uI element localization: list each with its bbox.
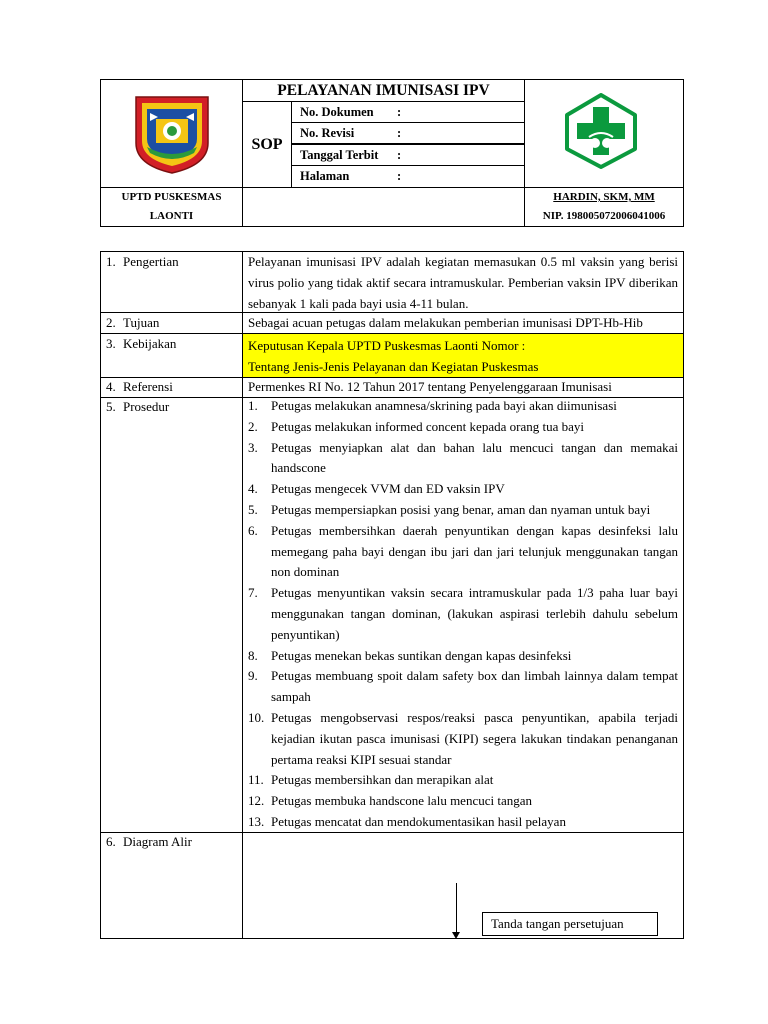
procedure-step: [248, 396, 678, 417]
blank-header-cell: [242, 187, 525, 227]
kebijakan-line-2: Tentang Jenis-Jenis Pelayanan dan Kegiatan Puskesmas: [248, 359, 539, 374]
referensi-text: Permenkes RI No. 12 Tahun 2017 tentang Penyelenggaraan Imunisasi: [248, 379, 612, 394]
kebijakan-line-1: Keputusan Kepala UPTD Puskesmas Laonti Nomor :: [248, 338, 526, 353]
row-label-text: Prosedur: [123, 399, 170, 414]
left-logo-cell: [100, 79, 243, 188]
step-number: 6.: [248, 522, 258, 538]
row-tujuan: [101, 313, 683, 334]
step-number: 11.: [248, 772, 264, 788]
row-referensi: [101, 378, 683, 398]
step-text: Petugas membuang spoit dalam safety box dan limbah lainnya dalam tempat sampah: [271, 668, 678, 705]
row-kebijakan: [101, 334, 683, 378]
meta-row-tanggal-terbit: [291, 144, 525, 166]
step-number: 8.: [248, 647, 258, 663]
row-label-text: Pengertian: [123, 254, 179, 269]
step-text: Petugas mengobservasi respos/reaksi pasca penyuntikan, apabila terjadi kejadian ikutan pasca imunisasi (KIPI) segera lakukan tindakan penanganan pertama reaksi KIPI sesuai standar: [271, 709, 678, 767]
row-pengertian: [101, 252, 683, 313]
procedure-step: [248, 770, 678, 791]
step-number: 13.: [248, 813, 265, 829]
procedure-step: [248, 479, 678, 500]
flow-arrow-head-icon: [452, 932, 460, 939]
procedure-step: [248, 417, 678, 438]
step-text: Petugas mempersiapkan posisi yang benar, aman dan nyaman untuk bayi: [271, 501, 651, 517]
row-label: [101, 252, 243, 312]
meta-row-no-revisi: [291, 122, 525, 144]
pengertian-text: Pelayanan imunisasi IPV adalah kegiatan memasukan 0.5 ml vaksin yang berisi virus polio yang tidak aktif secara intramuskular. Pemberian vaksin IPV diberikan sebanyak 1 kali pada bayi usia 4-11 bulan.: [248, 254, 678, 311]
procedure-step: [248, 500, 678, 521]
org-line-1: UPTD PUSKESMAS: [121, 191, 222, 203]
row-number: 2.: [106, 315, 116, 330]
org-line-2: LAONTI: [149, 210, 194, 222]
meta-row-no-dokumen: [291, 101, 525, 123]
puskesmas-green-cross-icon: [565, 93, 637, 169]
meta-row-halaman: [291, 165, 525, 188]
row-label-text: Diagram Alir: [123, 834, 192, 849]
signer-nip: NIP. 198005072006041006: [542, 210, 666, 222]
kebijakan-highlight: [243, 334, 683, 377]
row-number: 4.: [106, 379, 116, 394]
procedure-step: [248, 646, 678, 667]
step-number: 3.: [248, 439, 258, 455]
flow-arrow-line: [456, 883, 457, 935]
step-number: 5.: [248, 501, 258, 517]
approval-signature-box: Tanda tangan persetujuan: [482, 912, 658, 936]
procedure-step: [248, 812, 678, 833]
organization-name: [100, 187, 243, 227]
row-label: [101, 378, 243, 397]
signer-name: HARDIN, SKM, MM: [553, 191, 655, 203]
row-prosedur: [101, 398, 683, 833]
meta-label: No. Revisi: [300, 126, 355, 140]
procedure-list: [248, 396, 678, 833]
meta-separator: :: [397, 105, 402, 119]
step-text: Petugas mengecek VVM dan ED vaksin IPV: [271, 481, 505, 497]
step-text: Petugas melakukan anamnesa/skrining pada bayi akan diimunisasi: [271, 398, 617, 413]
meta-label: Tanggal Terbit: [300, 148, 379, 162]
procedure-step: [248, 708, 678, 770]
step-text: Petugas menyuntikan vaksin secara intramuskular pada 1/3 paha luar bayi menggunakan tangan dominan, (lakukan aspirasi terlebih dahulu sebelum penyuntikan): [271, 585, 678, 642]
document-title: PELAYANAN IMUNISASI IPV: [242, 79, 525, 102]
meta-label: No. Dokumen: [300, 105, 374, 119]
procedure-step: [248, 666, 678, 708]
sop-header: [100, 79, 684, 227]
row-number: 3.: [106, 336, 116, 351]
step-number: 10.: [248, 709, 265, 725]
signer-block: [524, 187, 684, 227]
meta-separator: :: [397, 126, 402, 140]
step-text: Petugas mencatat dan mendokumentasikan hasil pelayan: [271, 813, 566, 829]
procedure-step: [248, 583, 678, 645]
procedure-step: [248, 521, 678, 583]
step-text: Petugas membersihkan dan merapikan alat: [271, 772, 494, 788]
right-logo-cell: [524, 79, 684, 188]
row-label-text: Referensi: [123, 379, 173, 394]
row-number: 5.: [106, 399, 116, 414]
step-text: Petugas membuka handscone lalu mencuci tangan: [271, 793, 533, 809]
step-number: 12.: [248, 793, 265, 809]
prosedur-steps: [243, 396, 683, 832]
row-label: [101, 313, 243, 333]
step-number: 4.: [248, 481, 258, 497]
row-number: 6.: [106, 834, 116, 849]
row-label-text: Kebijakan: [123, 336, 177, 351]
procedure-step: [248, 791, 678, 812]
step-number: 7.: [248, 585, 258, 601]
row-label: [101, 833, 243, 939]
step-text: Petugas membersihkan daerah penyuntikan dengan kapas desinfeksi lalu memegang paha bayi dengan ibu jari dan jari telunjuk menggunakan tangan non dominan: [271, 522, 678, 580]
sop-content-table: [100, 251, 684, 939]
row-label-text: Tujuan: [123, 315, 160, 330]
step-text: Petugas menekan bekas suntikan dengan kapas desinfeksi: [271, 647, 572, 663]
step-text: Petugas menyiapkan alat dan bahan lalu mencuci tangan dan memakai handscone: [271, 439, 678, 476]
sop-label: SOP: [242, 101, 292, 188]
step-number: 1.: [248, 398, 258, 413]
procedure-step: [248, 438, 678, 480]
meta-separator: :: [397, 169, 402, 183]
meta-separator: :: [397, 148, 402, 162]
row-number: 1.: [106, 254, 116, 269]
tujuan-text: Sebagai acuan petugas dalam melakukan pemberian imunisasi DPT-Hb-Hib: [248, 315, 643, 330]
row-label: [101, 398, 243, 832]
regency-crest-icon: [132, 93, 212, 175]
step-number: 9.: [248, 668, 258, 684]
step-number: 2.: [248, 418, 258, 434]
step-text: Petugas melakukan informed concent kepada orang tua bayi: [271, 418, 584, 434]
row-label: [101, 334, 243, 377]
meta-label: Halaman: [300, 169, 350, 183]
